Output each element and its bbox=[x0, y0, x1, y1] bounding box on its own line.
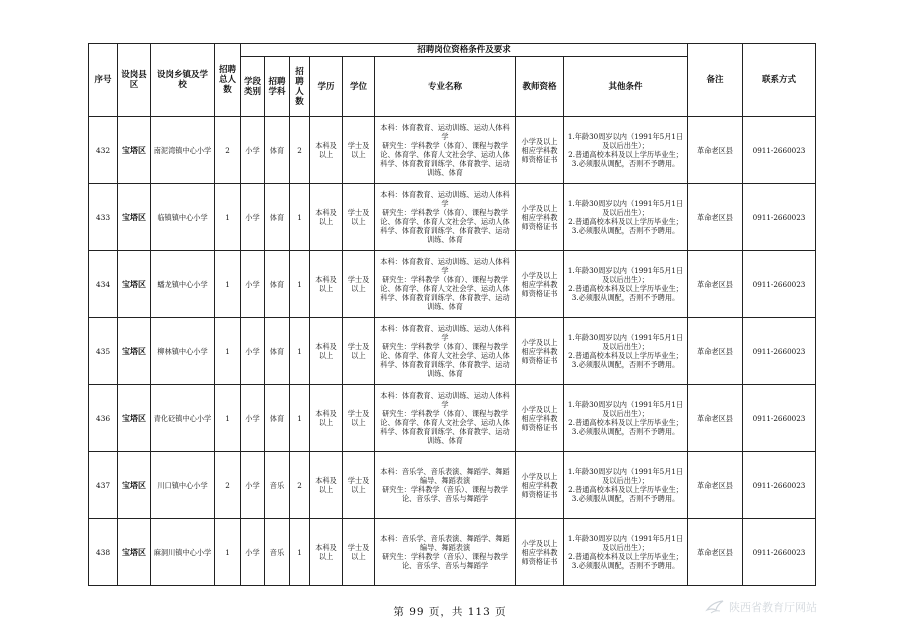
header-total: 招聘总人数 bbox=[215, 44, 241, 117]
count-cell: 1 bbox=[290, 184, 310, 251]
total-count-cell: 1 bbox=[215, 318, 241, 385]
subject-cell: 音乐 bbox=[265, 519, 290, 586]
total-count-cell: 1 bbox=[215, 184, 241, 251]
county-cell: 宝塔区 bbox=[118, 318, 151, 385]
table-row bbox=[89, 318, 816, 385]
major-cell: 本科：音乐学、音乐表演、舞蹈学、舞蹈编导、舞蹈表演 研究生：学科教学（音乐）、课程与教学论、音乐学、音乐与舞蹈学 bbox=[375, 452, 516, 519]
other-conditions-cell: 1.年龄30周岁以内（1991年5月1日及以后出生）； 2.普通高校本科及以上学历毕业生； 3.必须服从调配，否则不予聘用。 bbox=[564, 452, 688, 519]
other-conditions-cell: 1.年龄30周岁以内（1991年5月1日及以后出生）； 2.普通高校本科及以上学历毕业生； 3.必须服从调配，否则不予聘用。 bbox=[564, 251, 688, 318]
table-row bbox=[89, 117, 816, 184]
total-count-cell: 2 bbox=[215, 117, 241, 184]
header-teacher-qual: 教师资格 bbox=[516, 57, 564, 117]
county-cell: 宝塔区 bbox=[118, 251, 151, 318]
school-cell: 南泥湾镇中心小学 bbox=[151, 117, 215, 184]
teacher-qual-cell: 小学及以上相应学科教师资格证书 bbox=[516, 452, 564, 519]
school-cell: 临镇镇中心小学 bbox=[151, 184, 215, 251]
table-row bbox=[89, 251, 816, 318]
stage-cell: 小学 bbox=[241, 385, 265, 452]
county-cell: 宝塔区 bbox=[118, 117, 151, 184]
header-other: 其他条件 bbox=[564, 57, 688, 117]
teacher-qual-cell: 小学及以上相应学科教师资格证书 bbox=[516, 519, 564, 586]
education-cell: 本科及以上 bbox=[310, 251, 343, 318]
stage-cell: 小学 bbox=[241, 318, 265, 385]
row-number: 437 bbox=[89, 452, 118, 519]
other-conditions-cell: 1.年龄30周岁以内（1991年5月1日及以后出生）； 2.普通高校本科及以上学历毕业生； 3.必须服从调配，否则不予聘用。 bbox=[564, 318, 688, 385]
degree-cell: 学士及以上 bbox=[343, 385, 375, 452]
teacher-qual-cell: 小学及以上相应学科教师资格证书 bbox=[516, 184, 564, 251]
row-number: 432 bbox=[89, 117, 118, 184]
education-cell: 本科及以上 bbox=[310, 519, 343, 586]
degree-cell: 学士及以上 bbox=[343, 452, 375, 519]
contact-cell: 0911-2660023 bbox=[743, 519, 816, 586]
header-no: 序号 bbox=[89, 44, 118, 117]
table-row bbox=[89, 519, 816, 586]
stage-cell: 小学 bbox=[241, 452, 265, 519]
degree-cell: 学士及以上 bbox=[343, 251, 375, 318]
header-count: 招聘人数 bbox=[290, 57, 310, 117]
school-cell: 川口镇中心小学 bbox=[151, 452, 215, 519]
subject-cell: 体育 bbox=[265, 184, 290, 251]
school-cell: 青化砭镇中心小学 bbox=[151, 385, 215, 452]
county-cell: 宝塔区 bbox=[118, 385, 151, 452]
degree-cell: 学士及以上 bbox=[343, 519, 375, 586]
major-cell: 本科：体育教育、运动训练、运动人体科学 研究生：学科教学（体育）、课程与教学论、体育学、体育人文社会学、运动人体科学、体育教育训练学、体育教学、运动训练、体育 bbox=[375, 385, 516, 452]
remark-cell: 革命老区县 bbox=[688, 519, 743, 586]
watermark-text: 陕西省教育厅网站 bbox=[729, 601, 817, 614]
subject-cell: 体育 bbox=[265, 251, 290, 318]
header-degree: 学位 bbox=[343, 57, 375, 117]
header-contact: 联系方式 bbox=[743, 44, 816, 117]
table-row bbox=[89, 385, 816, 452]
count-cell: 1 bbox=[290, 385, 310, 452]
other-conditions-cell: 1.年龄30周岁以内（1991年5月1日及以后出生）； 2.普通高校本科及以上学历毕业生； 3.必须服从调配，否则不予聘用。 bbox=[564, 519, 688, 586]
watermark bbox=[705, 596, 860, 618]
major-cell: 本科：体育教育、运动训练、运动人体科学 研究生：学科教学（体育）、课程与教学论、体育学、体育人文社会学、运动人体科学、体育教育训练学、体育教学、运动训练、体育 bbox=[375, 251, 516, 318]
major-cell: 本科：体育教育、运动训练、运动人体科学 研究生：学科教学（体育）、课程与教学论、体育学、体育人文社会学、运动人体科学、体育教育训练学、体育教学、运动训练、体育 bbox=[375, 184, 516, 251]
subject-cell: 体育 bbox=[265, 385, 290, 452]
row-number: 434 bbox=[89, 251, 118, 318]
county-cell: 宝塔区 bbox=[118, 519, 151, 586]
total-count-cell: 2 bbox=[215, 452, 241, 519]
total-count-cell: 1 bbox=[215, 519, 241, 586]
count-cell: 1 bbox=[290, 251, 310, 318]
header-subject: 招聘学科 bbox=[265, 57, 290, 117]
education-cell: 本科及以上 bbox=[310, 385, 343, 452]
total-count-cell: 1 bbox=[215, 385, 241, 452]
header-county: 设岗县区 bbox=[118, 44, 151, 117]
teacher-qual-cell: 小学及以上相应学科教师资格证书 bbox=[516, 385, 564, 452]
stage-cell: 小学 bbox=[241, 117, 265, 184]
school-cell: 麻洞川镇中心小学 bbox=[151, 519, 215, 586]
remark-cell: 革命老区县 bbox=[688, 452, 743, 519]
school-cell: 蟠龙镇中心小学 bbox=[151, 251, 215, 318]
stage-cell: 小学 bbox=[241, 519, 265, 586]
header-major: 专业名称 bbox=[375, 57, 516, 117]
stage-cell: 小学 bbox=[241, 184, 265, 251]
education-cell: 本科及以上 bbox=[310, 117, 343, 184]
teacher-qual-cell: 小学及以上相应学科教师资格证书 bbox=[516, 117, 564, 184]
major-cell: 本科：体育教育、运动训练、运动人体科学 研究生：学科教学（体育）、课程与教学论、体育学、体育人文社会学、运动人体科学、体育教育训练学、体育教学、运动训练、体育 bbox=[375, 318, 516, 385]
count-cell: 1 bbox=[290, 318, 310, 385]
table-row bbox=[89, 184, 816, 251]
contact-cell: 0911-2660023 bbox=[743, 117, 816, 184]
remark-cell: 革命老区县 bbox=[688, 385, 743, 452]
page-number: 第 99 页，共 113 页 bbox=[393, 606, 507, 618]
teacher-qual-cell: 小学及以上相应学科教师资格证书 bbox=[516, 251, 564, 318]
major-cell: 本科：音乐学、音乐表演、舞蹈学、舞蹈编导、舞蹈表演 研究生：学科教学（音乐）、课程与教学论、音乐学、音乐与舞蹈学 bbox=[375, 519, 516, 586]
remark-cell: 革命老区县 bbox=[688, 184, 743, 251]
teacher-qual-cell: 小学及以上相应学科教师资格证书 bbox=[516, 318, 564, 385]
total-count-cell: 1 bbox=[215, 251, 241, 318]
degree-cell: 学士及以上 bbox=[343, 184, 375, 251]
bird-logo-icon bbox=[705, 598, 725, 616]
major-cell: 本科：体育教育、运动训练、运动人体科学 研究生：学科教学（体育）、课程与教学论、体育学、体育人文社会学、运动人体科学、体育教育训练学、体育教学、运动训练、体育 bbox=[375, 117, 516, 184]
stage-cell: 小学 bbox=[241, 251, 265, 318]
remark-cell: 革命老区县 bbox=[688, 251, 743, 318]
header-town-school: 设岗乡镇及学校 bbox=[151, 44, 215, 117]
row-number: 436 bbox=[89, 385, 118, 452]
table-row bbox=[89, 452, 816, 519]
contact-cell: 0911-2660023 bbox=[743, 251, 816, 318]
row-number: 433 bbox=[89, 184, 118, 251]
education-cell: 本科及以上 bbox=[310, 452, 343, 519]
other-conditions-cell: 1.年龄30周岁以内（1991年5月1日及以后出生）； 2.普通高校本科及以上学历毕业生； 3.必须服从调配，否则不予聘用。 bbox=[564, 184, 688, 251]
count-cell: 2 bbox=[290, 452, 310, 519]
remark-cell: 革命老区县 bbox=[688, 318, 743, 385]
header-stage: 学段类别 bbox=[241, 57, 265, 117]
subject-cell: 体育 bbox=[265, 318, 290, 385]
contact-cell: 0911-2660023 bbox=[743, 318, 816, 385]
header-group: 招聘岗位资格条件及要求 bbox=[241, 44, 688, 57]
count-cell: 2 bbox=[290, 117, 310, 184]
contact-cell: 0911-2660023 bbox=[743, 184, 816, 251]
education-cell: 本科及以上 bbox=[310, 184, 343, 251]
row-number: 435 bbox=[89, 318, 118, 385]
subject-cell: 音乐 bbox=[265, 452, 290, 519]
degree-cell: 学士及以上 bbox=[343, 318, 375, 385]
contact-cell: 0911-2660023 bbox=[743, 385, 816, 452]
count-cell: 1 bbox=[290, 519, 310, 586]
county-cell: 宝塔区 bbox=[118, 184, 151, 251]
county-cell: 宝塔区 bbox=[118, 452, 151, 519]
other-conditions-cell: 1.年龄30周岁以内（1991年5月1日及以后出生）； 2.普通高校本科及以上学历毕业生； 3.必须服从调配，否则不予聘用。 bbox=[564, 385, 688, 452]
subject-cell: 体育 bbox=[265, 117, 290, 184]
header-remark: 备注 bbox=[688, 44, 743, 117]
recruitment-table bbox=[88, 43, 816, 586]
other-conditions-cell: 1.年龄30周岁以内（1991年5月1日及以后出生）； 2.普通高校本科及以上学历毕业生； 3.必须服从调配，否则不予聘用。 bbox=[564, 117, 688, 184]
degree-cell: 学士及以上 bbox=[343, 117, 375, 184]
contact-cell: 0911-2660023 bbox=[743, 452, 816, 519]
header-education: 学历 bbox=[310, 57, 343, 117]
education-cell: 本科及以上 bbox=[310, 318, 343, 385]
row-number: 438 bbox=[89, 519, 118, 586]
remark-cell: 革命老区县 bbox=[688, 117, 743, 184]
school-cell: 柳林镇中心小学 bbox=[151, 318, 215, 385]
